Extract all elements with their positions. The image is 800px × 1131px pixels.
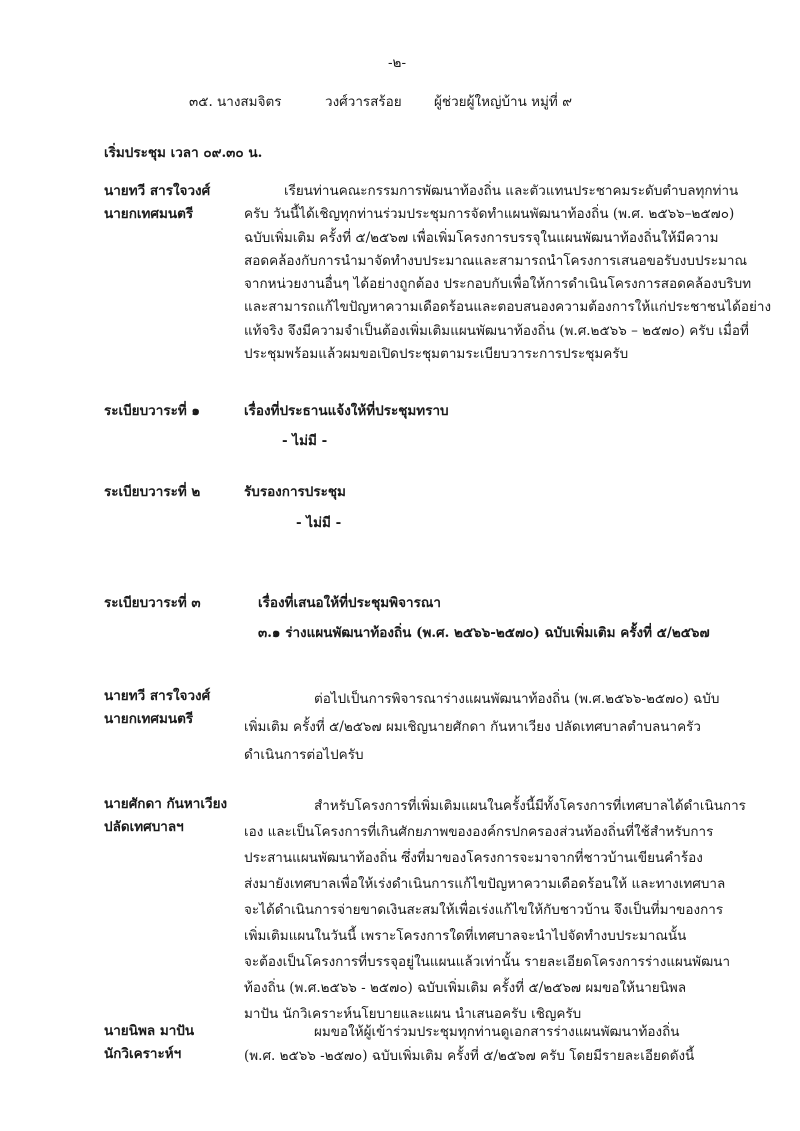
agenda-note: - ไม่มี - [296,515,342,531]
speaker-block [104,685,210,731]
speech-line: ต่อไปเป็นการพิจารณาร่างแผนพัฒนาท้องถิ่น (พ.ศ.๒๕๖๖-๒๕๗๐) ฉบับ [314,691,720,707]
agenda-label: ระเบียบวาระที่ ๓ [104,595,201,611]
speech-line: ส่งมายังเทศบาลเพื่อให้เร่งดำเนินการแก้ไขปัญหาความเดือดร้อนให้ และทางเทศบาล [244,876,726,892]
meeting-start-time: เริ่มประชุม เวลา ๐๙.๓๐ น. [104,145,263,161]
agenda-subtopic: ๓.๑ ร่างแผนพัฒนาท้องถิ่น (พ.ศ. ๒๕๖๖-๒๕๗๐) ฉบับเพิ่มเติม ครั้งที่ ๕/๒๕๖๗ [258,625,710,641]
speech-line: มาปัน นักวิเคราะห์นโยบายและแผน นำเสนอครับ เชิญครับ [244,1006,582,1022]
speaker-name: นายศักดา กันหาเวียง [104,796,228,812]
speaker-title: ปลัดเทศบาลฯ [104,819,184,835]
speech-line: แท้จริง จึงมีความจำเป็นต้องเพิ่มเติมแผนพัฒนาท้องถิ่น (พ.ศ.๒๕๖๖ – ๒๕๗๐) ครับ เมื่อที่ [244,322,749,339]
speech-paragraph [244,1020,764,1068]
speech-line: เอง และเป็นโครงการที่เกินศักยภาพขององค์กรปกครองส่วนท้องถิ่นที่ใช้สำหรับการ [244,824,714,840]
speech-paragraph [244,793,764,1027]
speech-paragraph [244,180,772,366]
speech-line: สำหรับโครงการที่เพิ่มเติมแผนในครั้งนี้มีทั้งโครงการที่เทศบาลได้ดำเนินการ [314,798,746,814]
speech-line: เรียนท่านคณะกรรมการพัฒนาท้องถิ่น และตัวแทนประชาคมระดับตำบลทุกท่าน [284,183,739,199]
attendee-name: ๓๕. นางสมจิตร [189,94,282,110]
speaker-block [104,1020,194,1066]
speech-line: จะได้ดำเนินการจ่ายขาดเงินสะสมให้เพื่อเร่งแก้ไขให้กับชาวบ้าน จึงเป็นที่มาของการ [244,902,724,918]
agenda-topic: เรื่องที่เสนอให้ที่ประชุมพิจารณา [258,595,441,611]
speaker-name: นายนิพล มาปัน [104,1023,195,1039]
agenda-label: ระเบียบวาระที่ ๒ [104,484,201,500]
agenda-topic: เรื่องที่ประธานแจ้งให้ที่ประชุมทราบ [244,403,449,419]
page-number: -๒- [388,55,407,71]
speech-line: จากหน่วยงานอื่นๆ ได้อย่างถูกต้อง ประกอบกับเพื่อให้การดำเนินโครงการสอดคล้องบริบท [244,276,752,293]
speech-line: ครับ วันนี้ได้เชิญทุกท่านร่วมประชุมการจัดทำแผนพัฒนาท้องถิ่น (พ.ศ. ๒๕๖๖–๒๕๗๐) [244,206,735,223]
attendee-surname: วงศ์วารสร้อย [325,94,402,110]
speech-line: ฉบับเพิ่มเติม ครั้งที่ ๕/๒๕๖๗ เพื่อเพิ่มโครงการบรรจุในแผนพัฒนาท้องถิ่นให้มีความ [244,229,719,246]
speech-line: (พ.ศ. ๒๕๖๖ -๒๕๗๐) ฉบับเพิ่มเติม ครั้งที่ ๕/๒๕๖๗ ครับ โดยมีรายละเอียดดังนี้ [244,1048,695,1064]
speech-line: ท้องถิ่น (พ.ศ.๒๕๖๖ - ๒๕๗๐) ฉบับเพิ่มเติม ครั้งที่ ๕/๒๕๖๗ ผมขอให้นายนิพล [244,980,687,996]
speaker-title: นายกเทศมนตรี [104,711,194,727]
speech-line: ประสานแผนพัฒนาท้องถิ่น ซึ่งที่มาของโครงการจะมาจากที่ชาวบ้านเขียนคำร้อง [244,850,703,866]
speaker-block [104,180,210,226]
agenda-label: ระเบียบวาระที่ ๑ [104,403,200,419]
speech-line: ดำเนินการต่อไปครับ [244,747,364,763]
speech-paragraph [244,685,764,769]
speaker-name: นายทวี สารใจวงศ์ [104,183,211,199]
attendee-position: ผู้ช่วยผู้ใหญ่บ้าน หมู่ที่ ๙ [434,94,573,110]
agenda-topic: รับรองการประชุม [244,484,346,500]
speech-line: จะต้องเป็นโครงการที่บรรจุอยู่ในแผนแล้วเท่านั้น รายละเอียดโครงการร่างแผนพัฒนา [244,954,731,970]
speech-line: เพิ่มเติม ครั้งที่ ๕/๒๕๖๗ ผมเชิญนายศักดา กันหาเวียง ปลัดเทศบาลตำบลนาครัว [244,719,701,735]
speech-line: ผมขอให้ผู้เข้าร่วมประชุมทุกท่านดูเอกสารร่างแผนพัฒนาท้องถิ่น [314,1024,680,1040]
speech-line: เพิ่มเติมแผนในวันนี้ เพราะโครงการใดที่เทศบาลจะนำไปจัดทำงบประมาณนั้น [244,928,687,944]
speaker-title: นายกเทศมนตรี [104,206,194,222]
speaker-block [104,793,227,839]
agenda-note: - ไม่มี - [282,433,328,449]
speaker-title: นักวิเคราะห์ฯ [104,1046,182,1062]
speech-line: สอดคล้องกับการนำมาจัดทำงบประมาณและสามารถนำโครงการเสนอขอรับงบประมาณ [244,252,748,269]
speech-line: และสามารถแก้ไขปัญหาความเดือดร้อนและตอบสนองความต้องการให้แก่ประชาชนได้อย่าง [244,299,772,316]
speaker-name: นายทวี สารใจวงศ์ [104,688,211,704]
speech-line: ประชุมพร้อมแล้วผมขอเปิดประชุมตามระเบียบวาระการประชุมครับ [244,346,629,363]
